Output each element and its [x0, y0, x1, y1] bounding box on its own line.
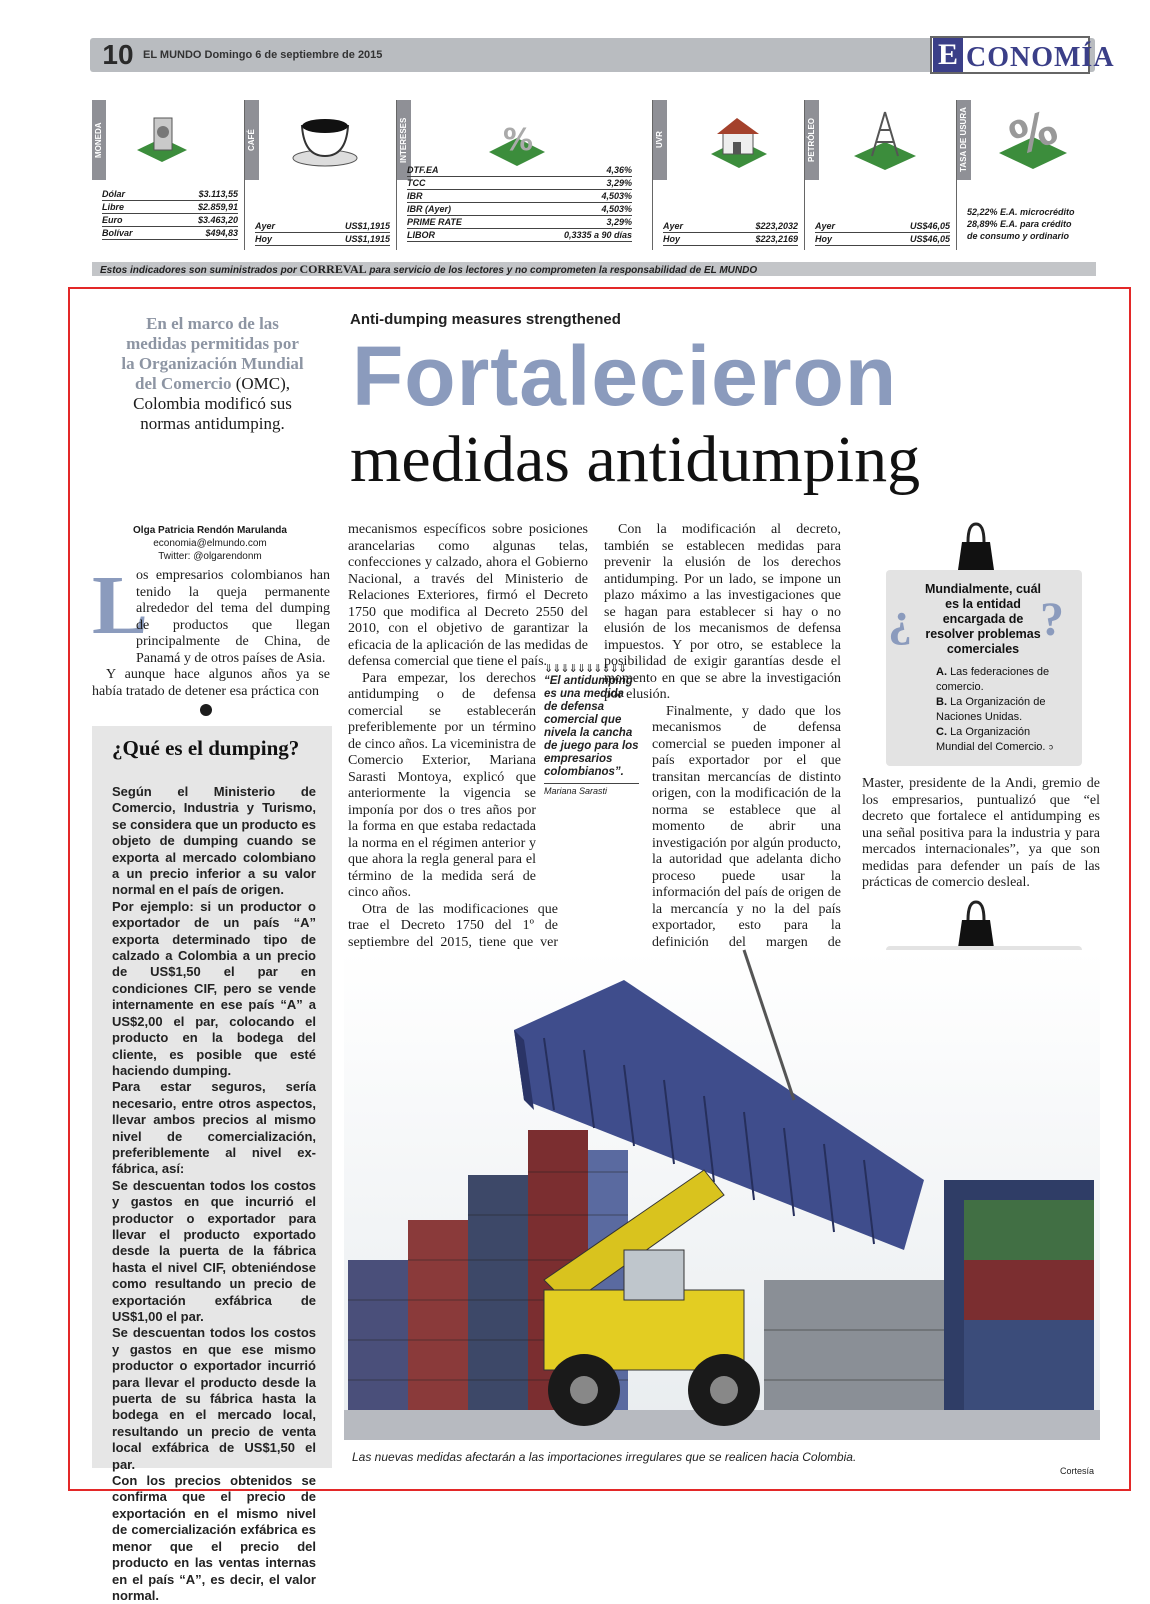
indicator-tag: INTERESES — [397, 100, 411, 180]
indicator-rows: DTF.EA 4,36% TCC 3,29% IBR 4,503% IBR (Ayer) 4,503% PRIME RATE 3,29% LIBOR 0,3335 a 90 días — [407, 165, 632, 240]
headline-line-2: medidas antidumping — [350, 423, 921, 496]
photo-caption: Las nuevas medidas afectarán a las importaciones irregulares que se realicen hacia Colombia. — [352, 1450, 857, 1464]
article-paragraph: Otra de las modificaciones que trae el Decreto 1750 del 1º de septiembre del 2015, tiene que ver — [348, 901, 558, 950]
sidebar-paragraph: Para estar seguros, sería necesario, entre otros aspectos, llevar ambos precios al mismo nivel de comercialización, preferiblemente al nivel ex-fábrica, así: — [112, 1079, 316, 1177]
article-column-1 — [92, 559, 330, 700]
indicator-tag: UVR — [653, 100, 667, 180]
sidebar-paragraph: Se descuentan todos los costos y gastos en que incurrió el productor o exportador para llevar el producto exportado desde la puerta de la fábrica hasta el nivel CIF, obteniéndose como resultando un precio de exportación exfábrica de US$1,00 el par. — [112, 1177, 316, 1324]
indicator-rows: Ayer $223,2032 Hoy $223,2169 — [663, 221, 798, 244]
quiz-question: Mundialmente, cuál es la entidad encargada de resolver problemas comerciales — [925, 582, 1041, 656]
issue-date: EL MUNDO Domingo 6 de septiembre de 2015 — [143, 49, 383, 61]
indicator-rows: Ayer US$46,05 Hoy US$46,05 — [815, 221, 950, 244]
indicator-usura — [956, 100, 1096, 250]
headline-line-1: Fortalecieron — [352, 329, 898, 423]
indicator-rows: Dólar $3.113,55 Libre $2.859,91 Euro $3.463,20 Bolívar $494,83 — [102, 189, 238, 238]
svg-text:%: % — [1002, 99, 1065, 167]
byline — [110, 524, 310, 563]
section-name: CONOMÍA — [966, 42, 1115, 73]
article-paragraph: Master, presidente de la Andi, gremio de los empresarios, puntualizó que “el decreto que fortalece el antidumping es una señal positiva para la industria y para mercados internacionales”, ya que son medidas para defender un país de las prácticas de comercio desleal. — [862, 776, 1100, 890]
quiz-option: C. La Organización Mundial del Comercio. c — [936, 726, 1053, 753]
question-mark-icon: ? — [1040, 593, 1064, 646]
indicator-cafe — [244, 100, 394, 250]
quiz-option: A. Las federaciones de comercio. — [936, 666, 1050, 693]
indicator-tag: PETRÓLEO — [805, 100, 819, 180]
indicator-rows: Ayer US$1,1915 Hoy US$1,1915 — [255, 221, 390, 244]
indicator-uvr — [652, 100, 802, 250]
banknote-icon — [122, 106, 202, 174]
indicator-tag: TASA DE USURA — [957, 100, 971, 180]
quote-arrows-icon: ⇓⇓⇓⇓⇓⇓⇓⇓⇓⇓ — [544, 663, 627, 675]
house-icon — [699, 106, 779, 174]
quiz-options — [936, 665, 1066, 755]
section-initial: E — [933, 38, 963, 72]
kicker: Anti-dumping measures strengthened — [350, 311, 621, 328]
article-paragraph: os empresarios colombianos han tenido la queja permanente alrededor del tema del dumping de productos que llegan principalmente de China, de Panamá y de otros países de Asia. — [136, 568, 330, 666]
binder-clip-icon — [958, 522, 994, 570]
sidebar-paragraph: Por ejemplo: si un productor o exportador de un país “A” exporta determinado tipo de calzado a Colombia a un precio de US$1,50 el par en condiciones CIF, pero se vende internamente en ese país “A” a US$2,00 el par, colocando el producto en la bodega del cliente, es posible que esté haciendo dumping. — [112, 898, 316, 1078]
sidebar-paragraph: Se descuentan todos los costos y gastos en que ese mismo productor o exportador incurrió para llevar el producto desde la puerta de su fábrica hasta la bodega en el mercado local, resultando un precio de venta local exfábrica de US$1,50 el par. — [112, 1325, 316, 1472]
article-paragraph: mecanismos específicos sobre posiciones arancelarias como algunas telas, confecciones y calzado, ahora el Gobierno Nacional, a través del Ministerio de Relaciones Exteriores, firmó el Decreto 1750 que modifica al Decreto 2550 del 2010, con el objetivo de garantizar la eficacia de la aplicación de las medidas de defensa comercial que tiene el país. — [348, 522, 588, 669]
photo-credit: Cortesía — [1060, 1466, 1095, 1476]
sidebar-paragraph: Con los precios obtenidos se confirma que el precio de exportación en el mismo nivel de comercialización exfábrica es menor que el precio del producto en las ventas internas en el país “A”, es decir, el valor normal. — [112, 1473, 316, 1603]
indicator-tag: MONEDA — [92, 100, 106, 180]
indicator-tag: CAFÉ — [245, 100, 259, 180]
article-paragraph: Y aunque hace algunos años ya se había tratado de detener esa práctica con — [92, 667, 330, 699]
indicator-moneda — [92, 100, 242, 250]
binder-clip-icon — [958, 900, 994, 948]
indicator-intereses — [396, 100, 636, 250]
sidebar-paragraph: Según el Ministerio de Comercio, Industria y Turismo, se considera que un producto es objeto de dumping cuando se exporta al mercado colombiano a un precio inferior a su valor normal en el país de origen. — [112, 784, 316, 898]
article-deck: En el marco de las medidas permitidas por la Organización Mundial del Comercio (OMC), Colombia modificó sus normas antidumping. — [121, 314, 304, 433]
bullet-dot — [200, 704, 212, 716]
dumping-sidebar-title: ¿Qué es el dumping? — [112, 736, 300, 760]
author-email: economia@elmundo.com — [153, 538, 267, 549]
coffee-cup-icon — [285, 106, 365, 174]
question-mark-icon: ¿ — [888, 593, 912, 646]
pull-quote-author: Mariana Sarasti — [544, 783, 639, 796]
indicator-usura-text: 52,22% E.A. microcrédito 28,89% E.A. para crédito de consumo y ordinario — [967, 207, 1075, 241]
author-twitter: Twitter: @olgarendonm — [158, 551, 262, 562]
svg-text:%: % — [503, 123, 534, 158]
page-number: 10 — [102, 39, 134, 70]
quiz-option: B. La Organización de Naciones Unidas. — [936, 696, 1046, 723]
article-column-4 — [862, 776, 1100, 892]
article-paragraph: Finalmente, y dado que los mecanismos de defensa comercial se pueden imponer al país exportador por el que transitan mercancías de distinto origen, con la modificación de la norma se establece que al momento de abrir una investigación por algún producto, la autoridad que adelanta dicho proceso puede usar la información del país de origen de la mercancía y no la del país exportador, esto para la definición del margen de — [652, 703, 841, 950]
quiz-answer-mark: c — [1048, 743, 1053, 752]
pull-quote-text: “El antidumping es una medida de defensa comercial que nivela la cancha de juego para los empresarios colombianos”. — [544, 675, 639, 778]
author-name: Olga Patricia Rendón Marulanda — [133, 525, 287, 536]
article-paragraph: Con la modificación al decreto, también se establecen medidas para prevenir la elusión de los derechos antidumping. Por un lado, se impone un plazo máximo a las investigaciones que se hagan para establecer si hay o no elusión de los mecanismos de defensa impuestos. Y por otro, se establece la posibilidad de exigir garantías desde el momento en que se abre la investigación por elusión. — [604, 522, 841, 702]
indicators-footer: Estos indicadores son suministrados por CORREVAL para servicio de los lectores y no comprometen la responsabilidad de EL MUNDO — [92, 262, 1096, 276]
article-paragraph: Para empezar, los derechos antidumping o de defensa comercial se establecerán preferiblemente por un término de cinco años. La viceministra de Comercio Exterior, Mariana Sarasti Montoya, explicó que anteriormente la vigencia se imponía por dos o tres años por la forma en que estaba redactada la norma en el régimen anterior y que ahora la regla general para el término de la medida será de cinco años. — [348, 670, 536, 900]
oil-rig-icon — [845, 106, 925, 174]
indicators-strip — [92, 100, 1096, 262]
dropcap: L — [92, 559, 149, 652]
container-lift-photo — [344, 950, 1100, 1440]
correval-logo: CORREVAL — [299, 262, 367, 276]
usury-percent-icon — [993, 94, 1073, 167]
dumping-sidebar-text — [112, 784, 316, 1604]
indicator-petroleo — [804, 100, 954, 250]
